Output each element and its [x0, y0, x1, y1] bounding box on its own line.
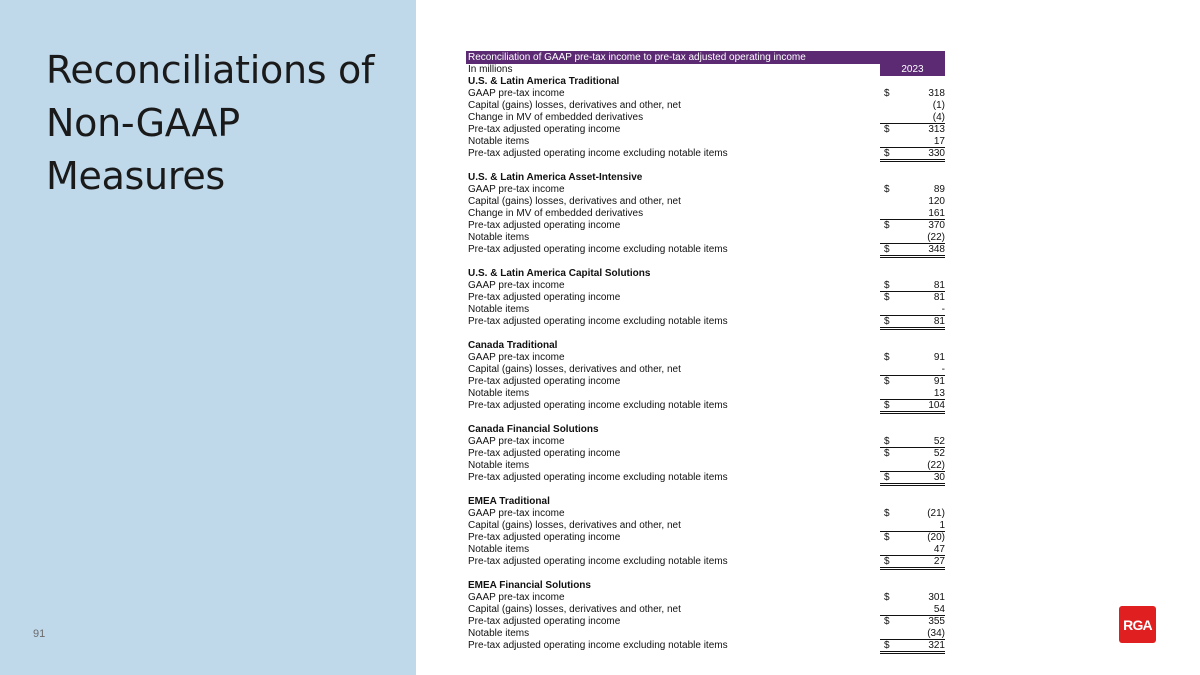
- row-label: Pre-tax adjusted operating income excluding notable items: [468, 556, 728, 567]
- page-number: 91: [33, 628, 46, 640]
- table-row: [466, 376, 945, 388]
- value-cell: [880, 100, 945, 111]
- value-cell: [880, 640, 945, 654]
- row-label: GAAP pre-tax income: [468, 352, 565, 363]
- row-value: 355: [928, 616, 945, 627]
- section-spacer: [466, 568, 945, 580]
- currency-symbol: $: [884, 316, 890, 327]
- table-row: [466, 220, 945, 232]
- table-row: [466, 148, 945, 160]
- currency-symbol: $: [884, 508, 890, 519]
- row-value: -: [941, 304, 945, 315]
- row-value: 27: [933, 556, 945, 567]
- section-spacer: [466, 328, 945, 340]
- row-label: Pre-tax adjusted operating income excluding notable items: [468, 148, 728, 159]
- table-row: [466, 280, 945, 292]
- currency-symbol: $: [884, 556, 890, 567]
- table-row: [466, 604, 945, 616]
- table-row: [466, 304, 945, 316]
- row-label: Capital (gains) losses, derivatives and other, net: [468, 604, 681, 615]
- table-header: [466, 51, 945, 64]
- row-value: (4): [932, 112, 945, 123]
- table-row: [466, 448, 945, 460]
- table-row: [466, 184, 945, 196]
- value-cell: [880, 460, 945, 472]
- table-row: [466, 520, 945, 532]
- row-value: 91: [933, 352, 945, 363]
- rga-logo: [1119, 606, 1156, 643]
- currency-symbol: $: [884, 616, 890, 627]
- row-value: (20): [927, 532, 945, 543]
- table-row: [466, 592, 945, 604]
- row-value: 301: [928, 592, 945, 603]
- table-row: [466, 472, 945, 484]
- currency-symbol: $: [884, 472, 890, 483]
- segment-heading-label: Canada Traditional: [468, 340, 558, 351]
- currency-symbol: $: [884, 352, 890, 363]
- value-cell: [880, 184, 945, 195]
- row-value: -: [941, 364, 945, 375]
- currency-symbol: $: [884, 124, 890, 135]
- value-cell: [880, 508, 945, 519]
- row-value: 52: [933, 448, 945, 459]
- table-subheader: [466, 64, 945, 76]
- row-label: Pre-tax adjusted operating income excluding notable items: [468, 472, 728, 483]
- table-row: [466, 640, 945, 652]
- table-header-text: Reconciliation of GAAP pre-tax income to pre-tax adjusted operating income: [468, 52, 806, 63]
- currency-symbol: $: [884, 280, 890, 291]
- row-label: Pre-tax adjusted operating income: [468, 616, 621, 627]
- table-row: [466, 316, 945, 328]
- value-cell: [880, 400, 945, 414]
- table-row: [466, 532, 945, 544]
- table-row: [466, 208, 945, 220]
- rga-logo-mark: [1119, 617, 1156, 633]
- value-cell: [880, 544, 945, 556]
- reconciliation-table: [466, 51, 945, 652]
- value-cell: [880, 364, 945, 376]
- segment-heading-label: Canada Financial Solutions: [468, 424, 599, 435]
- value-cell: [880, 388, 945, 400]
- table-row: [466, 508, 945, 520]
- row-label: Notable items: [468, 232, 530, 243]
- value-cell: [880, 280, 945, 292]
- currency-symbol: $: [884, 148, 890, 159]
- row-label: Pre-tax adjusted operating income: [468, 292, 621, 303]
- row-label: Pre-tax adjusted operating income: [468, 448, 621, 459]
- currency-symbol: $: [884, 448, 890, 459]
- currency-symbol: $: [884, 244, 890, 255]
- row-label: Capital (gains) losses, derivatives and other, net: [468, 520, 681, 531]
- section-spacer: [466, 484, 945, 496]
- value-cell: [880, 436, 945, 448]
- currency-symbol: $: [884, 436, 890, 447]
- row-value: 318: [928, 88, 945, 99]
- row-value: 313: [928, 124, 945, 135]
- value-cell: [880, 88, 945, 99]
- currency-symbol: $: [884, 88, 890, 99]
- table-row: [466, 616, 945, 628]
- table-row: [466, 124, 945, 136]
- value-cell: [880, 196, 945, 207]
- value-cell: [880, 532, 945, 543]
- row-value: 89: [933, 184, 945, 195]
- rga-logo-text: RGA: [1123, 616, 1152, 633]
- row-value: (34): [927, 628, 945, 639]
- currency-symbol: $: [884, 640, 890, 651]
- value-cell: [880, 352, 945, 363]
- row-label: Notable items: [468, 388, 530, 399]
- row-value: 91: [933, 376, 945, 387]
- segment-heading-label: U.S. & Latin America Asset-Intensive: [468, 172, 643, 183]
- value-cell: [880, 316, 945, 330]
- value-cell: [880, 232, 945, 244]
- table-row: [466, 544, 945, 556]
- value-cell: [880, 376, 945, 387]
- segment-heading-label: U.S. & Latin America Capital Solutions: [468, 268, 651, 279]
- table-row: [466, 628, 945, 640]
- year-column-header: 2023: [880, 64, 945, 76]
- section-spacer: [466, 160, 945, 172]
- row-label: Pre-tax adjusted operating income excluding notable items: [468, 244, 728, 255]
- units-label: In millions: [468, 64, 513, 75]
- value-cell: [880, 304, 945, 316]
- row-label: GAAP pre-tax income: [468, 508, 565, 519]
- table-row: [466, 196, 945, 208]
- row-label: Pre-tax adjusted operating income excluding notable items: [468, 316, 728, 327]
- value-cell: [880, 520, 945, 532]
- table-row: [466, 400, 945, 412]
- row-value: 161: [928, 208, 945, 219]
- row-label: Change in MV of embedded derivatives: [468, 112, 644, 123]
- row-label: GAAP pre-tax income: [468, 280, 565, 291]
- currency-symbol: $: [884, 220, 890, 231]
- left-panel: [0, 0, 416, 675]
- row-label: Pre-tax adjusted operating income: [468, 220, 621, 231]
- row-label: Notable items: [468, 304, 530, 315]
- row-label: Capital (gains) losses, derivatives and other, net: [468, 100, 681, 111]
- table-row: [466, 112, 945, 124]
- section-spacer: [466, 412, 945, 424]
- row-label: Notable items: [468, 460, 530, 471]
- table-row: [466, 364, 945, 376]
- row-value: (22): [927, 232, 945, 243]
- value-cell: [880, 208, 945, 220]
- row-label: GAAP pre-tax income: [468, 88, 565, 99]
- value-cell: [880, 616, 945, 627]
- row-label: Pre-tax adjusted operating income excluding notable items: [468, 400, 728, 411]
- row-value: 348: [928, 244, 945, 255]
- table-row: [466, 88, 945, 100]
- row-value: (22): [927, 460, 945, 471]
- table-row: [466, 388, 945, 400]
- currency-symbol: $: [884, 532, 890, 543]
- currency-symbol: $: [884, 400, 890, 411]
- segment-heading: [466, 424, 945, 436]
- row-value: 1: [939, 520, 945, 531]
- row-label: Pre-tax adjusted operating income: [468, 532, 621, 543]
- value-cell: [880, 472, 945, 486]
- value-cell: [880, 628, 945, 640]
- row-value: 30: [933, 472, 945, 483]
- row-value: 370: [928, 220, 945, 231]
- value-cell: [880, 220, 945, 231]
- table-row: [466, 100, 945, 112]
- table-row: [466, 460, 945, 472]
- row-value: 81: [933, 280, 945, 291]
- value-cell: [880, 136, 945, 148]
- section-spacer: [466, 256, 945, 268]
- row-value: 81: [933, 292, 945, 303]
- row-value: 47: [933, 544, 945, 555]
- segment-heading: [466, 580, 945, 592]
- table-row: [466, 244, 945, 256]
- row-label: Capital (gains) losses, derivatives and other, net: [468, 196, 681, 207]
- row-label: GAAP pre-tax income: [468, 184, 565, 195]
- segment-heading: [466, 76, 945, 88]
- row-label: Pre-tax adjusted operating income: [468, 124, 621, 135]
- row-label: Pre-tax adjusted operating income excluding notable items: [468, 640, 728, 651]
- segment-heading: [466, 268, 945, 280]
- segment-heading: [466, 496, 945, 508]
- row-label: GAAP pre-tax income: [468, 592, 565, 603]
- page-title: Reconciliations of Non-GAAP Measures: [46, 48, 375, 198]
- segment-heading-label: EMEA Financial Solutions: [468, 580, 591, 591]
- table-row: [466, 232, 945, 244]
- currency-symbol: $: [884, 376, 890, 387]
- row-label: Notable items: [468, 544, 530, 555]
- row-value: 54: [933, 604, 945, 615]
- row-label: Change in MV of embedded derivatives: [468, 208, 644, 219]
- row-value: 81: [933, 316, 945, 327]
- value-cell: [880, 592, 945, 603]
- row-value: 104: [928, 400, 945, 411]
- segment-heading: [466, 340, 945, 352]
- value-cell: [880, 148, 945, 162]
- table-row: [466, 292, 945, 304]
- value-cell: [880, 556, 945, 570]
- currency-symbol: $: [884, 592, 890, 603]
- value-cell: [880, 604, 945, 616]
- table-row: [466, 556, 945, 568]
- row-value: 13: [933, 388, 945, 399]
- segment-heading: [466, 172, 945, 184]
- table-row: [466, 136, 945, 148]
- row-value: 321: [928, 640, 945, 651]
- row-label: Notable items: [468, 628, 530, 639]
- row-value: (1): [932, 100, 945, 111]
- segment-heading-label: EMEA Traditional: [468, 496, 550, 507]
- row-value: (21): [927, 508, 945, 519]
- table-body: [466, 76, 945, 652]
- currency-symbol: $: [884, 292, 890, 303]
- row-value: 330: [928, 148, 945, 159]
- row-label: Capital (gains) losses, derivatives and other, net: [468, 364, 681, 375]
- row-label: GAAP pre-tax income: [468, 436, 565, 447]
- row-value: 52: [933, 436, 945, 447]
- value-cell: [880, 112, 945, 124]
- value-cell: [880, 124, 945, 135]
- row-label: Notable items: [468, 136, 530, 147]
- table-row: [466, 352, 945, 364]
- value-cell: [880, 244, 945, 258]
- row-value: 17: [933, 136, 945, 147]
- row-label: Pre-tax adjusted operating income: [468, 376, 621, 387]
- segment-heading-label: U.S. & Latin America Traditional: [468, 76, 620, 87]
- value-cell: [880, 448, 945, 459]
- row-value: 120: [928, 196, 945, 207]
- table-row: [466, 436, 945, 448]
- value-cell: [880, 292, 945, 303]
- currency-symbol: $: [884, 184, 890, 195]
